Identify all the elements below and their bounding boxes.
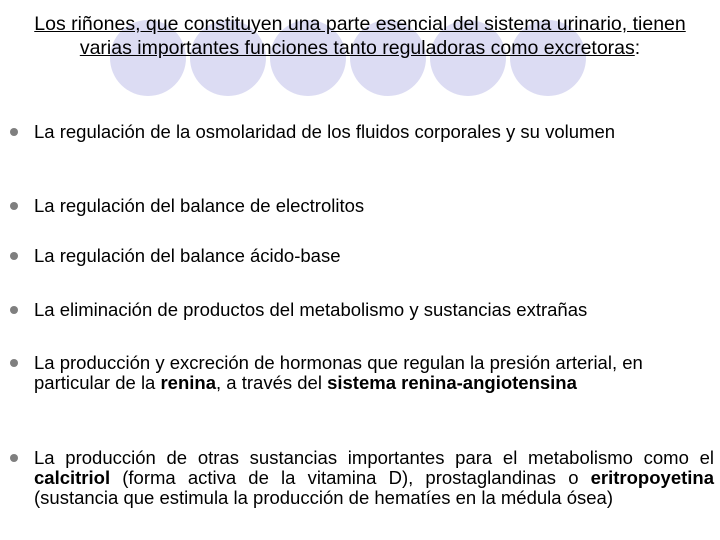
slide-title: [20, 12, 700, 60]
item-bold-term: renina: [160, 372, 217, 393]
item-bold-term: sistema renina-angiotensina: [327, 372, 577, 393]
bullet-icon: [10, 252, 18, 260]
bullet-icon: [10, 454, 18, 462]
item-text-part: La producción y excreción de hormonas que regulan la presión arterial, en particular de la: [34, 352, 643, 393]
bullet-icon: [10, 128, 18, 136]
item-text: [34, 353, 654, 393]
bullet-icon: [10, 202, 18, 210]
item-text: La eliminación de productos del metabolismo y sustancias extrañas: [34, 299, 588, 320]
item-text: La regulación del balance de electrolitos: [34, 195, 365, 216]
item-text: [34, 448, 714, 508]
bullet-icon: [10, 306, 18, 314]
title-colon: :: [634, 37, 641, 59]
item-text: La regulación del balance ácido-base: [34, 245, 341, 266]
item-bold-term: calcitriol: [34, 467, 111, 488]
item-text-part: (sustancia que estimula la producción de hematíes en la médula ósea): [34, 487, 613, 508]
item-text-part: , a través del: [216, 372, 328, 393]
item-bold-term: eritropoyetina: [590, 467, 714, 488]
item-text-part: La producción de otras sustancias importantes para el metabolismo como el: [34, 447, 714, 468]
item-text-part: (forma activa de la vitamina D), prostaglandinas o: [110, 467, 591, 488]
title-text: Los riñones, que constituyen una parte esencial del sistema urinario, tienen varias importantes funciones tanto reguladoras como excretoras: [34, 13, 686, 59]
bullet-icon: [10, 359, 18, 367]
item-text: La regulación de la osmolaridad de los fluidos corporales y su volumen: [34, 121, 616, 142]
